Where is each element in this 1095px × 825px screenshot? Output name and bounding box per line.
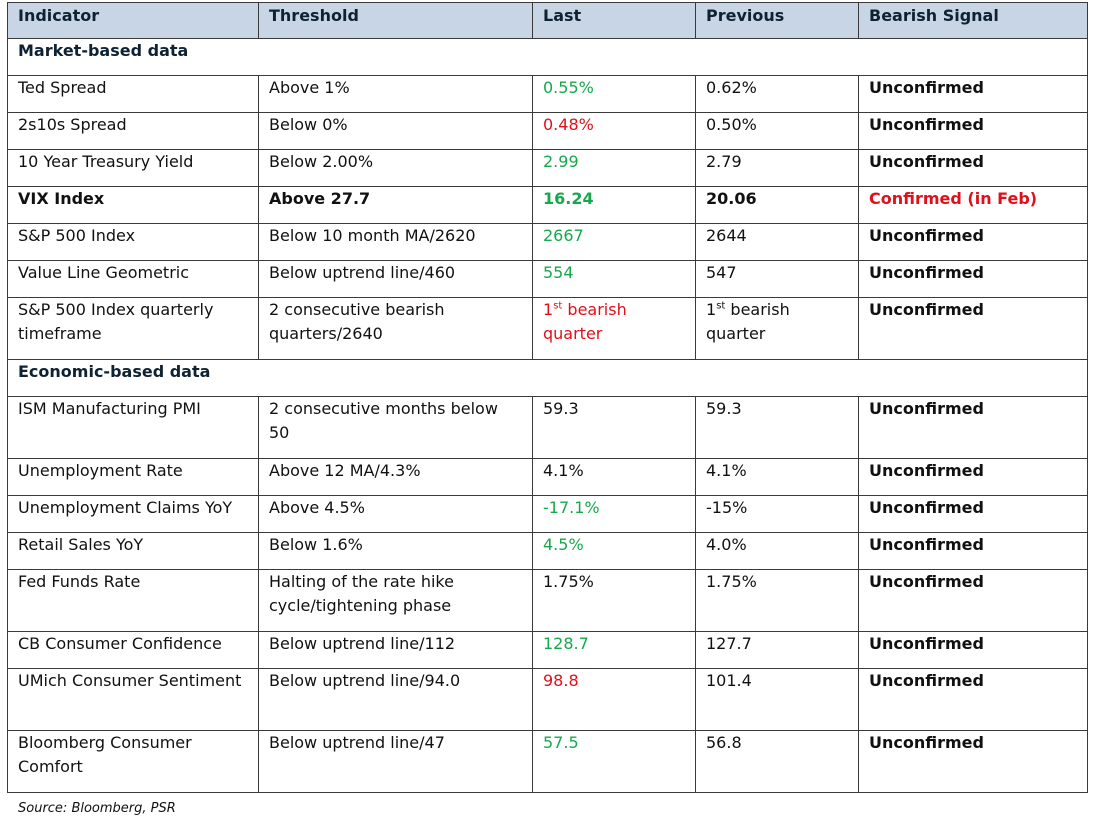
last-cell: 59.3 bbox=[533, 397, 696, 459]
previous-cell: 101.4 bbox=[696, 669, 859, 731]
bearish-signal-cell: Unconfirmed bbox=[859, 669, 1088, 731]
table-row bbox=[8, 76, 1088, 113]
bearish-signal-cell: Confirmed (in Feb) bbox=[859, 187, 1088, 224]
previous-cell: 4.0% bbox=[696, 533, 859, 570]
last-cell: 2667 bbox=[533, 224, 696, 261]
table-row bbox=[8, 261, 1088, 298]
last-cell bbox=[533, 298, 696, 360]
previous-cell: 127.7 bbox=[696, 632, 859, 669]
previous-cell: 56.8 bbox=[696, 731, 859, 793]
previous-cell: 547 bbox=[696, 261, 859, 298]
table-row bbox=[8, 459, 1088, 496]
section-header-row bbox=[8, 39, 1088, 76]
previous-cell: 2644 bbox=[696, 224, 859, 261]
last-cell: -17.1% bbox=[533, 496, 696, 533]
threshold-cell: Above 12 MA/4.3% bbox=[259, 459, 533, 496]
indicator-cell: S&P 500 Index bbox=[8, 224, 259, 261]
threshold-cell: Below 10 month MA/2620 bbox=[259, 224, 533, 261]
indicator-cell: UMich Consumer Sentiment bbox=[8, 669, 259, 731]
header-row bbox=[8, 3, 1088, 39]
threshold-cell: Above 1% bbox=[259, 76, 533, 113]
previous-cell: 1.75% bbox=[696, 570, 859, 632]
threshold-cell: Below 1.6% bbox=[259, 533, 533, 570]
indicator-cell: 2s10s Spread bbox=[8, 113, 259, 150]
last-cell: 554 bbox=[533, 261, 696, 298]
table-row bbox=[8, 113, 1088, 150]
threshold-cell: Above 4.5% bbox=[259, 496, 533, 533]
bearish-signal-cell: Unconfirmed bbox=[859, 397, 1088, 459]
last-cell: 57.5 bbox=[533, 731, 696, 793]
threshold-cell: 2 consecutive months below 50 bbox=[259, 397, 533, 459]
last-cell-text: bearish quarter bbox=[543, 300, 627, 343]
indicator-cell: Unemployment Rate bbox=[8, 459, 259, 496]
previous-cell: -15% bbox=[696, 496, 859, 533]
indicator-cell: ISM Manufacturing PMI bbox=[8, 397, 259, 459]
table-row bbox=[8, 496, 1088, 533]
table-row bbox=[8, 187, 1088, 224]
bearish-signal-cell: Unconfirmed bbox=[859, 459, 1088, 496]
previous-cell: 0.50% bbox=[696, 113, 859, 150]
table-row bbox=[8, 397, 1088, 459]
indicator-cell: Ted Spread bbox=[8, 76, 259, 113]
bearish-signal-cell: Unconfirmed bbox=[859, 261, 1088, 298]
previous-cell-ordinal: 1 bbox=[706, 300, 717, 319]
header-threshold: Threshold bbox=[259, 3, 533, 39]
indicator-table bbox=[7, 2, 1088, 793]
threshold-cell: Above 27.7 bbox=[259, 187, 533, 224]
previous-cell-ordinal-suffix: st bbox=[716, 300, 726, 312]
last-cell: 0.55% bbox=[533, 76, 696, 113]
threshold-cell: Below uptrend line/460 bbox=[259, 261, 533, 298]
last-cell: 98.8 bbox=[533, 669, 696, 731]
last-cell: 16.24 bbox=[533, 187, 696, 224]
threshold-cell: Below uptrend line/47 bbox=[259, 731, 533, 793]
indicator-cell: Value Line Geometric bbox=[8, 261, 259, 298]
last-cell: 4.5% bbox=[533, 533, 696, 570]
bearish-signal-cell: Unconfirmed bbox=[859, 533, 1088, 570]
last-cell: 1.75% bbox=[533, 570, 696, 632]
indicator-cell: Unemployment Claims YoY bbox=[8, 496, 259, 533]
previous-cell bbox=[696, 298, 859, 360]
threshold-cell: Below uptrend line/94.0 bbox=[259, 669, 533, 731]
indicator-cell: S&P 500 Index quarterly timeframe bbox=[8, 298, 259, 360]
previous-cell: 0.62% bbox=[696, 76, 859, 113]
table-row bbox=[8, 298, 1088, 360]
table-row bbox=[8, 533, 1088, 570]
table-row bbox=[8, 224, 1088, 261]
table-body bbox=[8, 39, 1088, 793]
last-cell-ordinal-suffix: st bbox=[553, 300, 563, 312]
indicator-cell: Bloomberg Consumer Comfort bbox=[8, 731, 259, 793]
last-cell: 2.99 bbox=[533, 150, 696, 187]
previous-cell: 2.79 bbox=[696, 150, 859, 187]
table-row bbox=[8, 731, 1088, 793]
threshold-cell: Below 0% bbox=[259, 113, 533, 150]
previous-cell: 4.1% bbox=[696, 459, 859, 496]
section-title: Market-based data bbox=[8, 39, 1088, 76]
last-cell-ordinal: 1 bbox=[543, 300, 554, 319]
last-cell: 0.48% bbox=[533, 113, 696, 150]
indicator-cell: VIX Index bbox=[8, 187, 259, 224]
bearish-signal-cell: Unconfirmed bbox=[859, 632, 1088, 669]
bearish-signal-cell: Unconfirmed bbox=[859, 76, 1088, 113]
bearish-signal-cell: Unconfirmed bbox=[859, 298, 1088, 360]
header-indicator: Indicator bbox=[8, 3, 259, 39]
bearish-signal-cell: Unconfirmed bbox=[859, 150, 1088, 187]
previous-cell: 59.3 bbox=[696, 397, 859, 459]
last-cell: 128.7 bbox=[533, 632, 696, 669]
threshold-cell: 2 consecutive bearish quarters/2640 bbox=[259, 298, 533, 360]
source-note: Source: Bloomberg, PSR bbox=[18, 801, 176, 816]
table-row bbox=[8, 632, 1088, 669]
table-row bbox=[8, 150, 1088, 187]
table-row bbox=[8, 669, 1088, 731]
previous-cell: 20.06 bbox=[696, 187, 859, 224]
indicator-cell: Fed Funds Rate bbox=[8, 570, 259, 632]
bearish-signal-cell: Unconfirmed bbox=[859, 731, 1088, 793]
section-title: Economic-based data bbox=[8, 360, 1088, 397]
threshold-cell: Below uptrend line/112 bbox=[259, 632, 533, 669]
bearish-signal-cell: Unconfirmed bbox=[859, 113, 1088, 150]
indicator-cell: CB Consumer Confidence bbox=[8, 632, 259, 669]
header-bearish-signal: Bearish Signal bbox=[859, 3, 1088, 39]
section-header-row bbox=[8, 360, 1088, 397]
threshold-cell: Below 2.00% bbox=[259, 150, 533, 187]
table-row bbox=[8, 570, 1088, 632]
previous-cell-text: bearish quarter bbox=[706, 300, 790, 343]
bearish-signal-cell: Unconfirmed bbox=[859, 224, 1088, 261]
header-last: Last bbox=[533, 3, 696, 39]
indicator-cell: Retail Sales YoY bbox=[8, 533, 259, 570]
bearish-signal-cell: Unconfirmed bbox=[859, 570, 1088, 632]
threshold-cell: Halting of the rate hike cycle/tightening phase bbox=[259, 570, 533, 632]
bearish-signal-cell: Unconfirmed bbox=[859, 496, 1088, 533]
indicator-cell: 10 Year Treasury Yield bbox=[8, 150, 259, 187]
last-cell: 4.1% bbox=[533, 459, 696, 496]
header-previous: Previous bbox=[696, 3, 859, 39]
